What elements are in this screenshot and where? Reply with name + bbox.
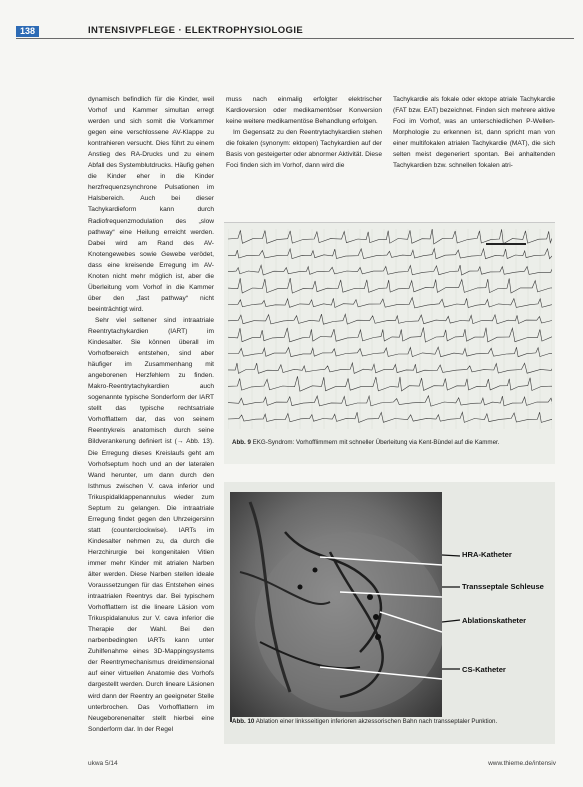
- text-column-3: [393, 94, 555, 202]
- ecg-lead-trace: [228, 396, 552, 406]
- ecg-lead-trace: [228, 229, 552, 244]
- text-column-2: [226, 94, 382, 202]
- label-cs-catheter: CS-Katheter: [462, 665, 506, 674]
- ecg-lead-trace: [228, 298, 552, 308]
- ecg-lead-trace: [228, 327, 552, 342]
- paragraph: Im Gegensatz zu den Reentrytachykardien stehen die fokalen (synonym: ektopen) Tachykardien auf der Basis von gesteigerter oder abnormer Aktivität. Diese Foci finden sich im Vorhof, dann wird die: [226, 129, 382, 170]
- scale-bar: [486, 243, 526, 245]
- ecg-lead-trace: [228, 376, 552, 391]
- ecg-lead-trace: [228, 314, 552, 324]
- label-ablation-catheter: Ablationskatheter: [462, 616, 527, 625]
- footer-url: www.thieme.de/intensiv: [488, 760, 556, 767]
- text-column-1: [88, 94, 214, 746]
- fluoroscopy-image: [230, 492, 442, 722]
- ecg-lead-trace: [228, 278, 552, 293]
- paragraph: muss nach einmalig erfolgter elektrischer Kardioversion oder medikamentöser Konversion keine weitere medikamentöse Behandlung erfolgen.: [226, 96, 382, 126]
- page-header: [16, 26, 574, 38]
- ecg-lead-trace: [228, 249, 552, 259]
- section-title: INTENSIVPFLEGE · ELEKTROPHYSIOLOGIE: [88, 25, 304, 36]
- xray-figure: [224, 482, 555, 744]
- footer-journal: ukwa 5/14: [88, 760, 118, 767]
- ecg-trace-image: [228, 229, 552, 429]
- ecg-figure: [224, 222, 555, 464]
- figure-caption: [232, 717, 550, 726]
- ecg-lead-trace: [228, 265, 552, 275]
- ecg-lead-trace: [228, 363, 552, 374]
- page-footer: [0, 760, 583, 774]
- ecg-lead-trace: [228, 412, 552, 422]
- paragraph: Tachykardie als fokale oder ektope atriale Tachykardie (FAT bzw. EAT) bezeichnet. Finden sich mehrere aktive Foci im Vorhof, was an unterschiedlichen P-Wellen-Morphologie zu erkennen ist, dann spricht man von einer multifokalen atrialen Tachykardie (MAT), die sich selten meist degeneriert spontan. Bei anhaltenden Tachykardien bzw. schnellen fokalen atri-: [393, 96, 555, 170]
- paragraph: Sehr viel seltener sind intraatriale Reentrytachykardien (IART) im Kindesalter. Sie können überall im Vorhofbereich entstehen, sind aber häufiger im Zusammenhang mit angeborenen Herzfehlern zu finden. Makro-Reentrytachykardien auch sogenannte typische Sonderform der IART stellt das typische rechtsatriale Vorhofflattern dar, das von seinem Reentrykreis anatomisch durch seine Bildverankerung definiert ist (→ Abb. 13). Die Erregung dieses Kreislaufs geht am Vorhofseptum hoch und an der lateralen Wand herunter, um dann durch den Isthmus zwischen V. cava inferior und Trikuspidalklappenannulus wieder zum Septum zu gelangen. Die intraatriale Erregung findet gegen den Uhrzeigersinn statt (counterclockwise). IARTs im Kindesalter nehmen zu, da durch die Herzchirurgie bei kongenitalen Vitien immer mehr Kinder mit atrialen Narben älter werden. Diese Narben stellen ideale Voraussetzungen für das Entstehen eines intraatrialen Reentrys dar. Bei typischem Vorhofflattern ist die lineare Läsion vom Trikuspidalanulus zur V. cava inferior die Therapie der Wahl. Bei den narbenbedingten IARTs kann unter Zuhilfenahme eines 3D-Mappingsystems der Reentrymechanismus dreidimensional auf einer virtuellen Anatomie des Vorhofs dargestellt werden. Durch lineare Läsionen wird dann der Reentry an geeigneter Stelle unterbrochen. Das Vorhofflattern im Neugeborenenalter stellt hierbei eine Sonderform dar. In der Regel: [88, 316, 214, 733]
- page-number: 138: [16, 26, 39, 37]
- label-hra-catheter: HRA-Katheter: [462, 550, 512, 559]
- figure-caption: [232, 438, 550, 447]
- label-transseptal-sheath: Transseptale Schleuse: [462, 582, 544, 591]
- header-rule: [16, 38, 574, 39]
- paragraph: dynamisch befindlich für die Kinder, weil Vorhof und Kammer simultan erregt werden und sich somit die Vorkammer gegen eine verschlossene AV-Klappe zu kontrahieren versucht. Dies führt zu einem Anstieg des RA-Drucks und zu einem Abfall des Systemblutdrucks. Häufig gehen die Kinder eher in die Kinder herzfrequenzsynchrone Pulsationen im Halsbereich. Auch bei dieser Tachykardieform kann durch Radiofrequenzmodulation des „slow pathway“ eine Heilung erreicht werden. Dabei wird am Rand des AV-Knotengewebes sowie Gewebe verödet, dass eine kreisende Erregung im AV-Knoten nicht mehr möglich ist, aber die Überleitung vom Vorhof in die Kammer über den „fast pathway“ nicht beeinträchtigt wird.: [88, 96, 214, 313]
- figure-label: Abb. 9: [232, 439, 251, 446]
- figure-caption-text: Ablation einer linksseitigen inferioren akzessorischen Bahn nach transseptaler Punktion.: [255, 718, 498, 725]
- figure-caption-text: EKG-Syndrom: Vorhofflimmern mit schneller Überleitung via Kent-Bündel auf die Kammer.: [252, 439, 500, 446]
- ecg-lead-trace: [228, 347, 552, 357]
- figure-label: Abb. 10: [232, 718, 255, 725]
- leader-lines: [442, 492, 462, 712]
